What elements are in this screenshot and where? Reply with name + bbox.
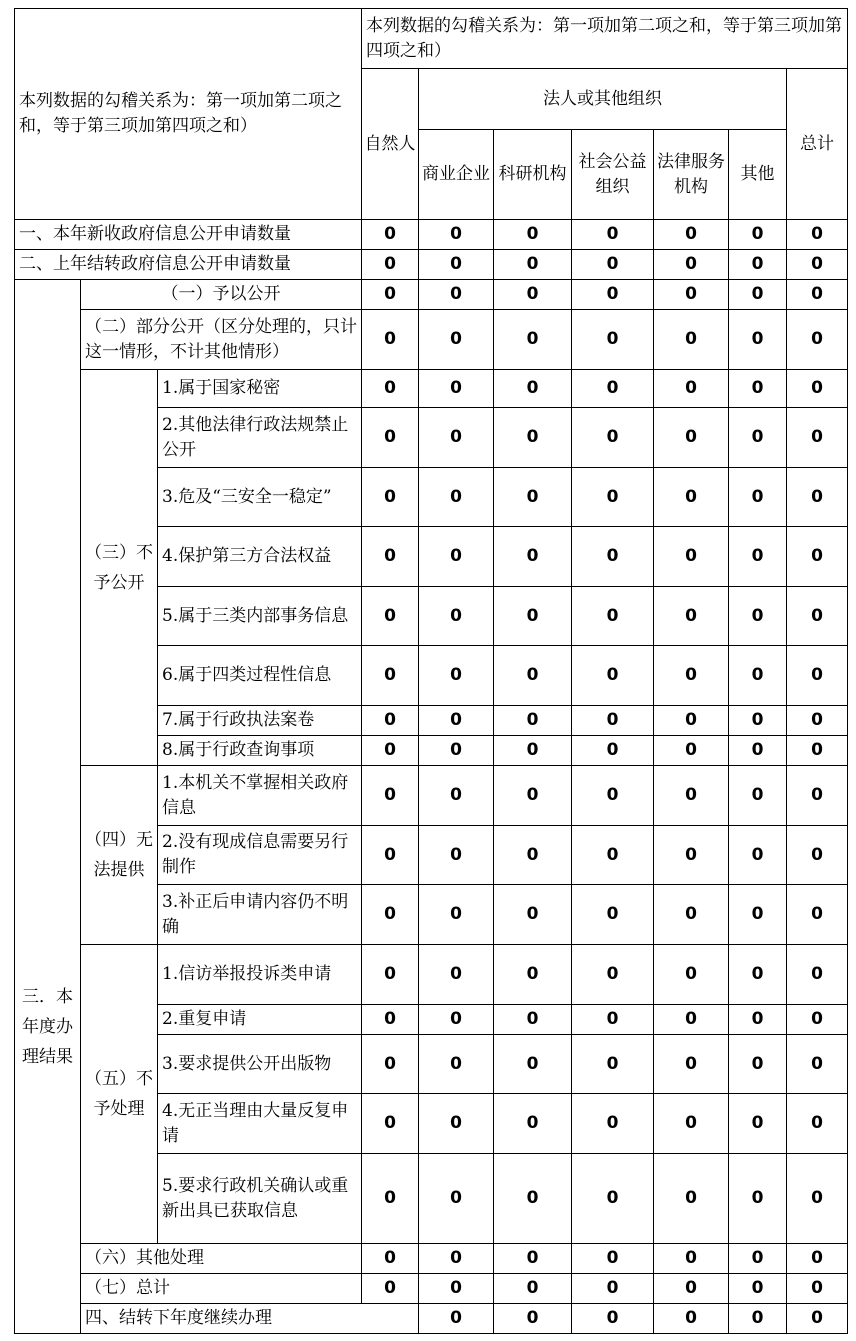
table-row [15, 250, 848, 280]
legal-group-header: 法人或其他组织 [419, 69, 787, 130]
cell-value: 0 [362, 706, 419, 736]
cell-value: 0 [787, 370, 848, 408]
cell-value: 0 [787, 1035, 848, 1094]
group-cannot-provide-label: （四）无法提供 [81, 766, 158, 945]
cell-value: 0 [419, 1244, 494, 1274]
cell-value: 0 [654, 1304, 729, 1334]
cell-value: 0 [419, 220, 494, 250]
sub-header-commercial: 商业企业 [419, 130, 494, 220]
cell-value: 0 [572, 220, 654, 250]
cell-value: 0 [654, 885, 729, 945]
cell-value: 0 [787, 1005, 848, 1035]
cell-value: 0 [729, 220, 787, 250]
cell-value: 0 [787, 408, 848, 468]
table-row [15, 1274, 848, 1304]
cell-value: 0 [362, 736, 419, 766]
sub-header-other: 其他 [729, 130, 787, 220]
cell-value: 0 [729, 706, 787, 736]
cell-value: 0 [494, 280, 572, 310]
cell-value: 0 [494, 1005, 572, 1035]
row-label: 3.危及“三安全一稳定” [158, 468, 362, 527]
row-label: 1.信访举报投诉类申请 [158, 945, 362, 1005]
row-label: 一、本年新收政府信息公开申请数量 [15, 220, 362, 250]
cell-value: 0 [729, 250, 787, 280]
table-row [15, 370, 848, 408]
cell-value: 0 [572, 826, 654, 885]
row-label: 4.保护第三方合法权益 [158, 527, 362, 587]
cell-value: 0 [572, 250, 654, 280]
cell-value: 0 [787, 885, 848, 945]
cell-value: 0 [362, 310, 419, 370]
cell-value: 0 [654, 1154, 729, 1244]
cell-value: 0 [419, 370, 494, 408]
cell-value: 0 [362, 885, 419, 945]
cell-value: 0 [787, 587, 848, 646]
cell-value: 0 [654, 1094, 729, 1154]
disclosure-table-wrapper [14, 8, 848, 1334]
cell-value: 0 [494, 527, 572, 587]
cell-value: 0 [729, 885, 787, 945]
cell-value: 0 [787, 468, 848, 527]
cell-value: 0 [572, 1274, 654, 1304]
cell-value: 0 [572, 1005, 654, 1035]
cell-value: 0 [419, 280, 494, 310]
cell-value: 0 [654, 1274, 729, 1304]
cell-value: 0 [572, 885, 654, 945]
cell-value: 0 [362, 1005, 419, 1035]
cell-value: 0 [787, 766, 848, 826]
cell-value: 0 [654, 220, 729, 250]
cell-value: 0 [729, 280, 787, 310]
cell-value: 0 [787, 250, 848, 280]
table-row [15, 1304, 848, 1334]
cell-value: 0 [419, 468, 494, 527]
cell-value: 0 [654, 1005, 729, 1035]
cell-value: 0 [572, 370, 654, 408]
cell-value: 0 [362, 766, 419, 826]
table-row [15, 1244, 848, 1274]
table-row [15, 945, 848, 1005]
row-label: 1.本机关不掌握相关政府信息 [158, 766, 362, 826]
cell-value: 0 [729, 1094, 787, 1154]
cell-value: 0 [494, 468, 572, 527]
cell-value: 0 [494, 220, 572, 250]
row-label: 5.要求行政机关确认或重新出具已获取信息 [158, 1154, 362, 1244]
cell-value: 0 [419, 310, 494, 370]
cell-value: 0 [729, 370, 787, 408]
cell-value: 0 [572, 646, 654, 706]
cell-value: 0 [419, 766, 494, 826]
row-label: 3.补正后申请内容仍不明确 [158, 885, 362, 945]
cell-value: 0 [572, 945, 654, 1005]
cell-value: 0 [654, 646, 729, 706]
cell-value: 0 [654, 826, 729, 885]
cell-value: 0 [494, 1304, 572, 1334]
cell-value: 0 [494, 408, 572, 468]
cell-value: 0 [494, 826, 572, 885]
total-header: 总计 [787, 69, 848, 220]
section3-label: 三．本年度办理结果 [15, 280, 81, 1334]
cell-value: 0 [572, 468, 654, 527]
cell-value: 0 [419, 250, 494, 280]
row-label: 5.属于三类内部事务信息 [158, 587, 362, 646]
cell-value: 0 [654, 280, 729, 310]
row-label: 2.没有现成信息需要另行制作 [158, 826, 362, 885]
row-label: （二）部分公开（区分处理的，只计这一情形，不计其他情形） [81, 310, 362, 370]
row-label: 8.属于行政查询事项 [158, 736, 362, 766]
group-not-process-label: （五）不予处理 [81, 945, 158, 1244]
disclosure-statistics-table [14, 8, 848, 1334]
row-label: 7.属于行政执法案卷 [158, 706, 362, 736]
cell-value: 0 [419, 736, 494, 766]
row-label: （一）予以公开 [81, 280, 362, 310]
cell-value: 0 [572, 310, 654, 370]
table-row [15, 220, 848, 250]
cell-value: 0 [419, 945, 494, 1005]
cell-value: 0 [419, 646, 494, 706]
cell-value: 0 [419, 885, 494, 945]
group-not-open-label: （三）不予公开 [81, 370, 158, 766]
cell-value: 0 [654, 250, 729, 280]
cell-value: 0 [787, 527, 848, 587]
cell-value: 0 [362, 945, 419, 1005]
cell-value: 0 [729, 1304, 787, 1334]
cell-value: 0 [494, 587, 572, 646]
cell-value: 0 [494, 1154, 572, 1244]
cell-value: 0 [572, 736, 654, 766]
cell-value: 0 [362, 370, 419, 408]
cell-value: 0 [362, 1244, 419, 1274]
cell-value: 0 [494, 646, 572, 706]
cell-value: 0 [729, 1035, 787, 1094]
cell-value: 0 [654, 706, 729, 736]
row-label: 4.无正当理由大量反复申请 [158, 1094, 362, 1154]
cell-value: 0 [362, 408, 419, 468]
cell-value: 0 [572, 408, 654, 468]
cell-value: 0 [787, 646, 848, 706]
cell-value: 0 [729, 766, 787, 826]
cell-value: 0 [654, 370, 729, 408]
cell-value: 0 [419, 1274, 494, 1304]
cell-value: 0 [787, 1304, 848, 1334]
cell-value: 0 [362, 1094, 419, 1154]
cell-value: 0 [494, 250, 572, 280]
cell-value: 0 [572, 280, 654, 310]
cell-value: 0 [787, 280, 848, 310]
cell-value: 0 [494, 1244, 572, 1274]
cell-value: 0 [654, 736, 729, 766]
cell-value: 0 [494, 736, 572, 766]
cell-value: 0 [362, 527, 419, 587]
sub-header-public-welfare: 社会公益组织 [572, 130, 654, 220]
cell-value: 0 [729, 408, 787, 468]
cell-value: 0 [787, 220, 848, 250]
cell-value: 0 [654, 945, 729, 1005]
cell-value: 0 [494, 1274, 572, 1304]
table-row [15, 766, 848, 826]
cell-value: 0 [494, 1035, 572, 1094]
sub-header-legal-service: 法律服务机构 [654, 130, 729, 220]
cell-value: 0 [729, 1274, 787, 1304]
cell-value: 0 [362, 220, 419, 250]
cell-value: 0 [419, 1035, 494, 1094]
cell-value: 0 [419, 1094, 494, 1154]
cell-value: 0 [787, 310, 848, 370]
cell-value: 0 [729, 646, 787, 706]
cell-value: 0 [572, 1094, 654, 1154]
cell-value: 0 [787, 945, 848, 1005]
cell-value: 0 [494, 370, 572, 408]
table-row [15, 310, 848, 370]
cell-value: 0 [729, 468, 787, 527]
cell-value: 0 [419, 527, 494, 587]
row-note-header: 本列数据的勾稽关系为：第一项加第二项之和，等于第三项加第四项之和） [15, 9, 362, 220]
cell-value: 0 [729, 1005, 787, 1035]
cell-value: 0 [787, 826, 848, 885]
cell-value: 0 [654, 1035, 729, 1094]
cell-value: 0 [654, 587, 729, 646]
cell-value: 0 [729, 826, 787, 885]
cell-value: 0 [572, 1244, 654, 1274]
cell-value: 0 [787, 706, 848, 736]
row-label: 2.重复申请 [158, 1005, 362, 1035]
cell-value: 0 [362, 280, 419, 310]
cell-value: 0 [419, 587, 494, 646]
cell-value: 0 [654, 766, 729, 826]
cell-value: 0 [362, 1154, 419, 1244]
cell-value: 0 [494, 1094, 572, 1154]
cell-value: 0 [572, 1154, 654, 1244]
cell-value: 0 [362, 587, 419, 646]
cell-value: 0 [572, 706, 654, 736]
row-label: 1.属于国家秘密 [158, 370, 362, 408]
cell-value: 0 [494, 885, 572, 945]
cell-value: 0 [419, 1304, 494, 1334]
cell-value: 0 [362, 646, 419, 706]
cell-value: 0 [419, 706, 494, 736]
row-label: 四、结转下年度继续办理 [81, 1304, 419, 1334]
cell-value: 0 [494, 310, 572, 370]
cell-value: 0 [572, 766, 654, 826]
natural-person-header: 自然人 [362, 69, 419, 220]
row-label: 3.要求提供公开出版物 [158, 1035, 362, 1094]
cell-value: 0 [787, 1154, 848, 1244]
col-note-header: 本列数据的勾稽关系为：第一项加第二项之和，等于第三项加第四项之和） [362, 9, 848, 69]
cell-value: 0 [729, 945, 787, 1005]
cell-value: 0 [729, 1244, 787, 1274]
cell-value: 0 [729, 527, 787, 587]
cell-value: 0 [362, 1274, 419, 1304]
cell-value: 0 [572, 527, 654, 587]
cell-value: 0 [654, 1244, 729, 1274]
cell-value: 0 [572, 1035, 654, 1094]
cell-value: 0 [419, 826, 494, 885]
cell-value: 0 [787, 1274, 848, 1304]
row-label: 6.属于四类过程性信息 [158, 646, 362, 706]
cell-value: 0 [729, 736, 787, 766]
row-label: （六）其他处理 [81, 1244, 362, 1274]
cell-value: 0 [654, 310, 729, 370]
row-label: （七）总计 [81, 1274, 362, 1304]
cell-value: 0 [362, 1035, 419, 1094]
cell-value: 0 [729, 587, 787, 646]
cell-value: 0 [729, 1154, 787, 1244]
cell-value: 0 [572, 587, 654, 646]
cell-value: 0 [729, 310, 787, 370]
cell-value: 0 [494, 945, 572, 1005]
cell-value: 0 [419, 408, 494, 468]
row-label: 二、上年结转政府信息公开申请数量 [15, 250, 362, 280]
cell-value: 0 [654, 527, 729, 587]
cell-value: 0 [572, 1304, 654, 1334]
cell-value: 0 [419, 1005, 494, 1035]
cell-value: 0 [494, 766, 572, 826]
table-row [15, 280, 848, 310]
cell-value: 0 [362, 468, 419, 527]
row-label: 2.其他法律行政法规禁止公开 [158, 408, 362, 468]
cell-value: 0 [362, 250, 419, 280]
cell-value: 0 [419, 1154, 494, 1244]
cell-value: 0 [362, 826, 419, 885]
sub-header-research: 科研机构 [494, 130, 572, 220]
cell-value: 0 [654, 468, 729, 527]
cell-value: 0 [787, 1244, 848, 1274]
cell-value: 0 [787, 1094, 848, 1154]
cell-value: 0 [654, 408, 729, 468]
cell-value: 0 [494, 706, 572, 736]
cell-value: 0 [787, 736, 848, 766]
